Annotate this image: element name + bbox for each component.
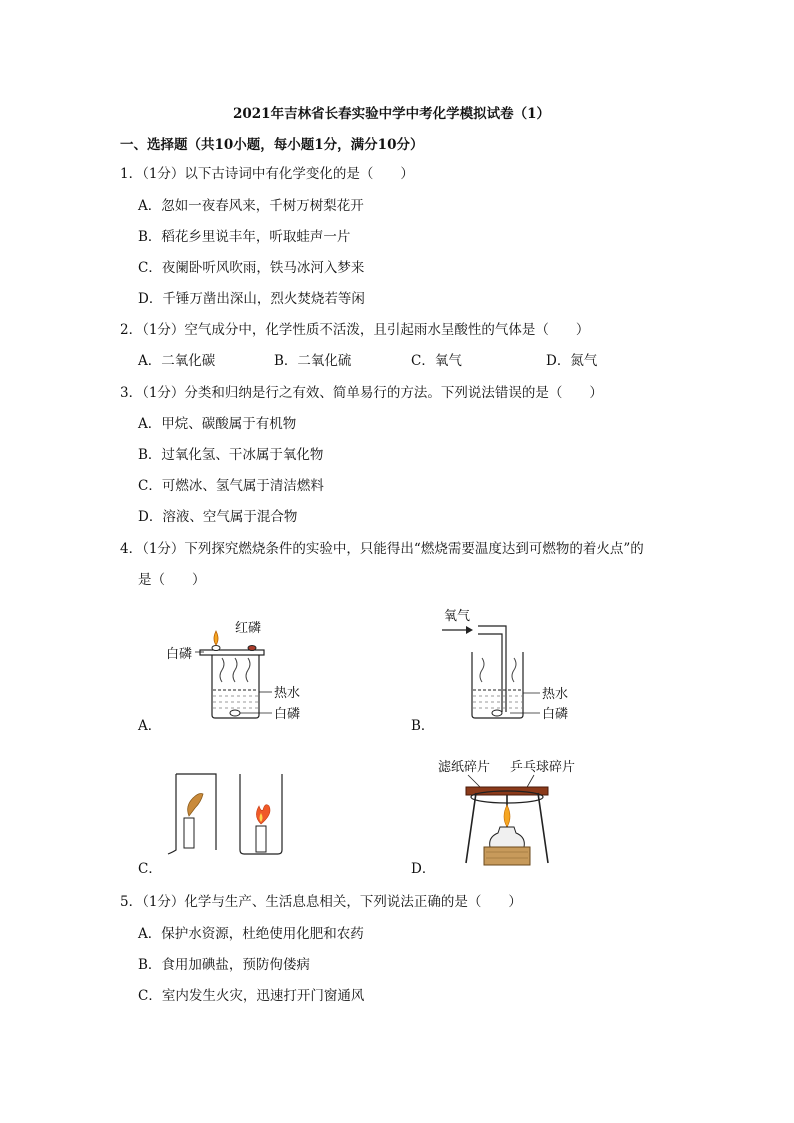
question-3-stem: 3．（1分）分类和归纳是行之有效、简单易行的方法。下列说法错误的是（ ） xyxy=(120,385,603,401)
question-1-stem: 1．（1分）以下古诗词中有化学变化的是（ ） xyxy=(120,166,414,182)
question-3-option-d: D．溶液、空气属于混合物 xyxy=(138,509,298,525)
question-4-option-d: D． xyxy=(411,861,436,877)
question-4-stem-line2: 是（ ） xyxy=(138,572,206,588)
label-hot-water-a: 热水 xyxy=(274,686,301,701)
question-2-option-b: B．二氧化硫 xyxy=(274,353,352,369)
question-4-option-c: C． xyxy=(138,861,162,877)
candle-flame-icon xyxy=(256,805,270,824)
question-5-option-a: A．保护水资源，杜绝使用化肥和农药 xyxy=(138,926,364,942)
question-5-option-b: B．食用加碘盐，预防佝偻病 xyxy=(138,957,310,973)
label-white-phosphorus-plate: 白磷 xyxy=(166,647,193,662)
figure-b xyxy=(442,604,592,722)
label-filter-paper: 滤纸碎片 xyxy=(438,760,491,775)
wood-block xyxy=(484,847,530,865)
question-1-option-b: B．稻花乡里说丰年，听取蛙声一片 xyxy=(138,229,351,245)
figure-d xyxy=(438,757,608,867)
question-5-stem: 5．（1分）化学与生产、生活息息相关，下列说法正确的是（ ） xyxy=(120,894,522,910)
question-2-option-c: C．氧气 xyxy=(411,353,462,369)
question-4-stem-line1: 4．（1分）下列探究燃烧条件的实验中，只能得出“燃烧需要温度达到可燃物的着火点”的 xyxy=(120,541,644,557)
question-1-option-c: C．夜阑卧听风吹雨，铁马冰河入梦来 xyxy=(138,260,365,276)
paper-title: 2021年吉林省长春实验中学中考化学模拟试卷（1） xyxy=(233,106,550,122)
question-2-option-a: A．二氧化碳 xyxy=(138,353,216,369)
label-white-phosphorus-b: 白磷 xyxy=(542,707,569,722)
label-oxygen: 氧气 xyxy=(444,609,471,624)
smoke-icon xyxy=(188,794,203,817)
copper-plate xyxy=(200,650,264,655)
label-hot-water-b: 热水 xyxy=(542,687,569,702)
question-3-option-c: C．可燃冰、氢气属于清洁燃料 xyxy=(138,478,324,494)
question-3-option-a: A．甲烷、碳酸属于有机物 xyxy=(138,416,297,432)
question-1-option-d: D．千锤万凿出深山，烈火焚烧若等闲 xyxy=(138,291,365,307)
beaker xyxy=(212,655,259,718)
alcohol-lamp xyxy=(490,827,525,847)
question-4-option-b: B． xyxy=(411,718,435,734)
flame-icon xyxy=(214,631,218,645)
figure-a xyxy=(160,612,310,722)
question-3-option-b: B．过氧化氢、干冰属于氧化物 xyxy=(138,447,324,463)
burner-flame-icon xyxy=(504,805,510,827)
section-heading: 一、选择题（共10小题，每小题1分，满分10分） xyxy=(120,137,424,153)
figure-c xyxy=(168,770,298,850)
question-2-stem: 2．（1分）空气成分中，化学性质不活泼，且引起雨水呈酸性的气体是（ ） xyxy=(120,322,590,338)
label-white-phosphorus-water-a: 白磷 xyxy=(274,707,301,722)
question-5-option-c: C．室内发生火灾，迅速打开门窗通风 xyxy=(138,988,365,1004)
label-red-phosphorus: 红磷 xyxy=(235,621,262,636)
question-4-option-a: A． xyxy=(138,718,162,734)
label-pingpong: 乒乓球碎片 xyxy=(510,760,576,775)
question-1-option-a: A．忽如一夜春风来，千树万树梨花开 xyxy=(138,198,364,214)
question-2-option-d: D．氮气 xyxy=(546,353,598,369)
